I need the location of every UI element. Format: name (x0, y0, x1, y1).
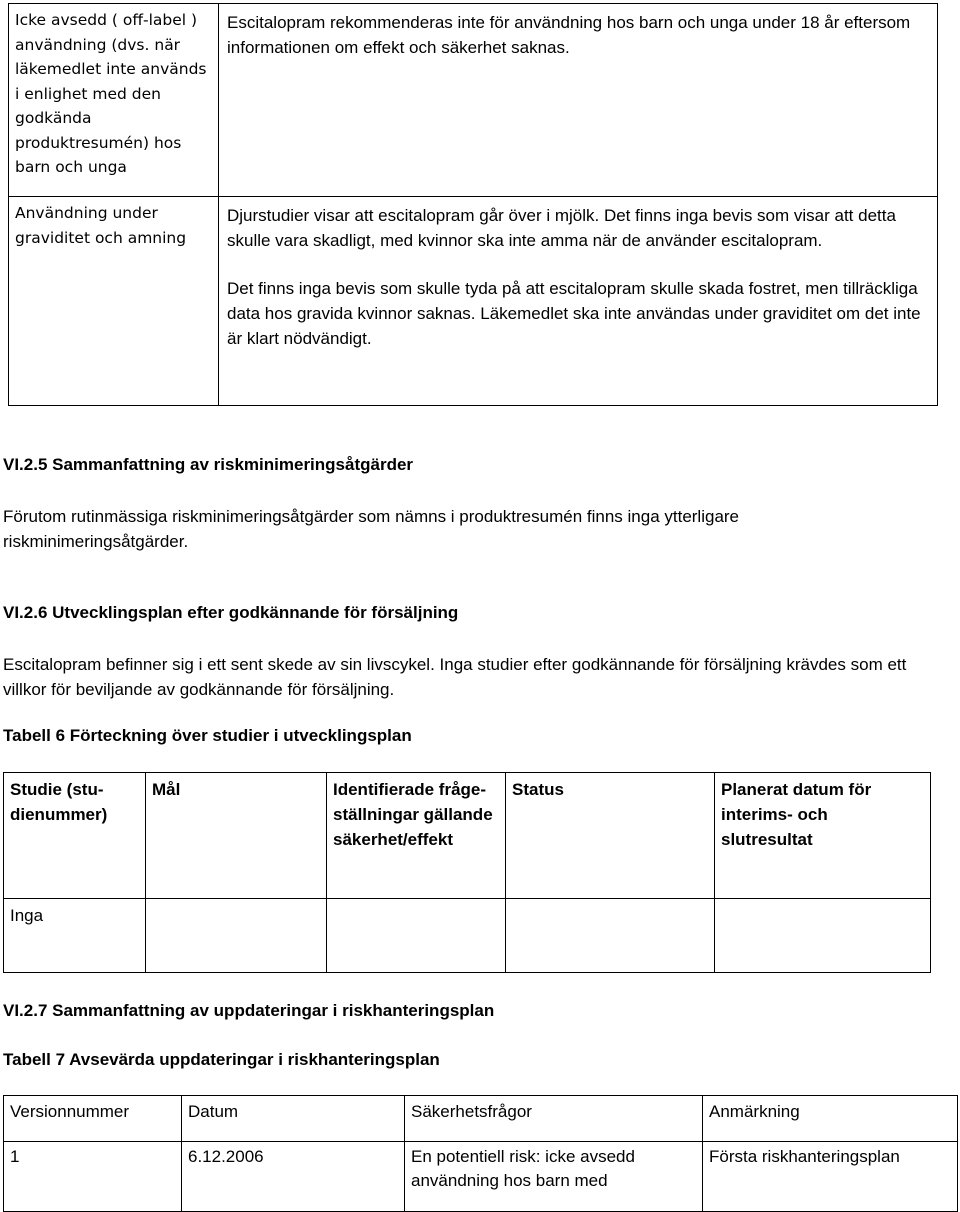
study-table (3, 772, 931, 973)
table-header-row (4, 1096, 958, 1142)
header-cell: Mål (146, 773, 327, 899)
header-cell: Anmärkning (703, 1096, 958, 1142)
table-caption: Tabell 6 Förteckning över studier i utvecklingsplan (3, 726, 412, 745)
header-cell: Versionnummer (4, 1096, 182, 1142)
header-cell: Identifierade fråge- ställningar gällande säkerhet/effekt (327, 773, 506, 899)
paragraph: Escitalopram rekommenderas inte för användning hos barn och unga under 18 år eftersom informationen om effekt och säkerhet saknas. (227, 13, 911, 57)
table-header-row (4, 773, 931, 899)
header-cell: Status (506, 773, 715, 899)
table-cell (715, 899, 931, 973)
table-caption: Tabell 7 Avsevärda uppdateringar i riskhanteringsplan (3, 1050, 440, 1069)
row-text (219, 197, 938, 406)
table-cell: Första riskhanteringsplan (703, 1142, 958, 1212)
table-cell: 1 (4, 1142, 182, 1212)
section-heading: VI.2.5 Sammanfattning av riskminimeringsåtgärder (3, 455, 414, 474)
table-row (9, 4, 938, 197)
row-label: Icke avsedd ( off-label ) användning (dvs. när läkemedlet inte används i enlighet med den godkända produktresumén) hos barn och unga (9, 4, 219, 197)
update-table (3, 1095, 958, 1212)
paragraph: Det finns inga bevis som skulle tyda på att escitalopram skulle skada fostret, men tillräckliga data hos gravida kvinnor saknas. Läkemedlet ska inte användas under graviditet om det inte är klart nödvändigt. (227, 279, 921, 348)
table-cell (327, 899, 506, 973)
row-text (219, 4, 938, 197)
header-cell: Studie (stu-dienummer) (4, 773, 146, 899)
section-heading: VI.2.6 Utvecklingsplan efter godkännande för försäljning (3, 603, 459, 622)
header-cell: Säkerhetsfrågor (405, 1096, 703, 1142)
section-heading: VI.2.7 Sammanfattning av uppdateringar i riskhanteringsplan (3, 1001, 495, 1020)
paragraph: Djurstudier visar att escitalopram går över i mjölk. Det finns inga bevis som visar att detta skulle vara skadligt, med kvinnor ska inte amma när de använder escitalopram. (227, 206, 896, 250)
header-cell: Datum (182, 1096, 405, 1142)
table-cell: Inga (4, 899, 146, 973)
row-label: Användning under graviditet och amning (9, 197, 219, 406)
section-body: Förutom rutinmässiga riskminimeringsåtgärder som nämns i produktresumén finns inga ytterligare riskminimeringsåtgärder. (3, 507, 740, 551)
table-cell: En potentiell risk: icke avsedd användning hos barn med (405, 1142, 703, 1212)
table-cell (146, 899, 327, 973)
table-row (4, 1142, 958, 1212)
header-cell: Planerat datum för interims- och slutresultat (715, 773, 931, 899)
indication-table (8, 3, 938, 406)
section-body: Escitalopram befinner sig i ett sent skede av sin livscykel. Inga studier efter godkännande för försäljning krävdes som ett villkor för beviljande av godkännande för försäljning. (3, 655, 907, 699)
table-cell: 6.12.2006 (182, 1142, 405, 1212)
table-row (9, 197, 938, 406)
table-row (4, 899, 931, 973)
table-cell (506, 899, 715, 973)
